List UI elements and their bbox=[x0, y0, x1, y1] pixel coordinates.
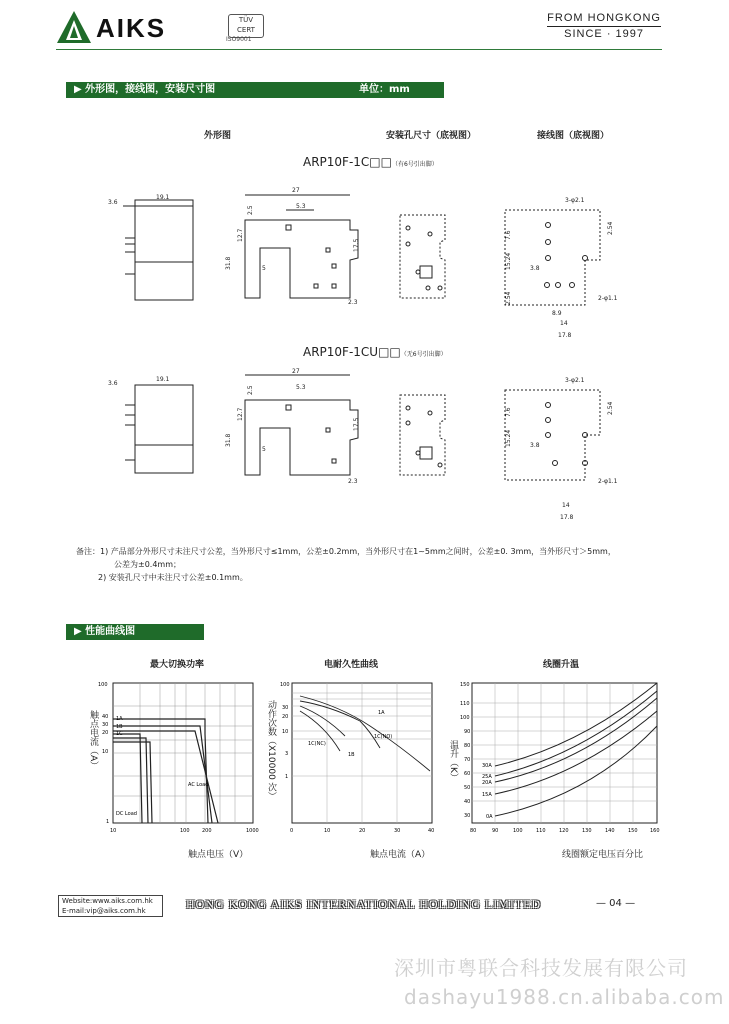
svg-text:AC Load: AC Load bbox=[188, 782, 209, 788]
svg-text:80: 80 bbox=[470, 828, 477, 834]
svg-text:8.9: 8.9 bbox=[552, 310, 562, 317]
svg-text:20: 20 bbox=[359, 828, 366, 834]
svg-text:30: 30 bbox=[102, 722, 109, 728]
svg-text:3-φ2.1: 3-φ2.1 bbox=[565, 197, 585, 204]
svg-text:90: 90 bbox=[492, 828, 499, 834]
drawing-row-1 bbox=[100, 180, 660, 340]
graph1-xlabel: 触点电压（V） bbox=[188, 850, 249, 860]
svg-text:30: 30 bbox=[464, 813, 471, 819]
svg-text:17.8: 17.8 bbox=[560, 514, 574, 521]
svg-text:2-φ1.1: 2-φ1.1 bbox=[598, 478, 618, 485]
section-title-curves: ▶ 性能曲线图 bbox=[66, 624, 204, 640]
svg-text:100: 100 bbox=[460, 715, 470, 721]
graph1-title: 最大切换功率 bbox=[150, 660, 205, 670]
model-2-title: ARP10F-1CU□□（无6号引出脚） bbox=[303, 345, 447, 359]
svg-text:3.6: 3.6 bbox=[108, 199, 118, 206]
svg-text:31.8: 31.8 bbox=[225, 256, 232, 270]
svg-text:90: 90 bbox=[464, 729, 471, 735]
svg-text:1C(NO): 1C(NO) bbox=[374, 734, 393, 740]
svg-text:27: 27 bbox=[292, 368, 300, 375]
svg-text:40: 40 bbox=[464, 799, 471, 805]
aiks-logo-icon bbox=[56, 10, 92, 44]
col-outline: 外形图 bbox=[204, 131, 232, 141]
tuv-cert-icon: TÜV CERT bbox=[228, 14, 264, 38]
model-1-title: ARP10F-1C□□（有6号引出脚） bbox=[303, 155, 438, 169]
svg-text:2.54: 2.54 bbox=[607, 401, 614, 415]
graph3-xlabel: 线圈额定电压百分比 bbox=[562, 850, 644, 860]
svg-text:10: 10 bbox=[324, 828, 331, 834]
svg-text:70: 70 bbox=[464, 757, 471, 763]
svg-text:30: 30 bbox=[394, 828, 401, 834]
svg-text:2-φ1.1: 2-φ1.1 bbox=[598, 295, 618, 302]
svg-text:1B: 1B bbox=[348, 752, 355, 758]
col-wiring: 接线图（底视图） bbox=[537, 131, 610, 141]
svg-text:7.6: 7.6 bbox=[505, 407, 512, 417]
svg-text:1: 1 bbox=[285, 774, 289, 780]
graph1-ylabel: 触点电流（A） bbox=[88, 710, 98, 771]
section-title-dimensions: ▶ 外形图，接线图，安装尺寸图 单位：mm bbox=[66, 82, 444, 98]
svg-text:100: 100 bbox=[98, 682, 108, 688]
svg-text:2.5: 2.5 bbox=[247, 205, 254, 215]
svg-text:17.5: 17.5 bbox=[353, 417, 360, 431]
drawing-row-2 bbox=[100, 365, 660, 525]
svg-text:31.8: 31.8 bbox=[225, 433, 232, 447]
svg-text:27: 27 bbox=[292, 187, 300, 194]
svg-text:17.5: 17.5 bbox=[353, 238, 360, 252]
svg-text:5.3: 5.3 bbox=[296, 203, 306, 210]
svg-text:110: 110 bbox=[460, 701, 470, 707]
company-name: HONG KONG AIKS INTERNATIONAL HOLDING LIMITED bbox=[186, 897, 542, 911]
svg-text:1A: 1A bbox=[116, 716, 123, 722]
header-rule bbox=[56, 49, 662, 50]
graph3-chart bbox=[450, 676, 665, 836]
svg-text:19.1: 19.1 bbox=[156, 376, 170, 383]
svg-text:20A: 20A bbox=[482, 780, 492, 786]
svg-text:3.8: 3.8 bbox=[530, 265, 540, 272]
svg-text:1B: 1B bbox=[116, 724, 123, 730]
svg-text:3: 3 bbox=[285, 751, 289, 757]
watermark-url: dashayu1988.cn.alibaba.com bbox=[404, 985, 725, 1009]
svg-text:15A: 15A bbox=[482, 792, 492, 798]
svg-text:1C: 1C bbox=[116, 731, 123, 737]
svg-text:2.54: 2.54 bbox=[505, 291, 512, 305]
notes-block: 备注：1) 产品部分外形尺寸未注尺寸公差，当外形尺寸≤1mm，公差±0.2mm，当外形尺寸在1~5mm之间时，公差±0. 3mm，当外形尺寸＞5mm， 公差为±0.4mm； 2) 安装孔尺寸中未注尺寸公差±0.1mm。 bbox=[76, 547, 616, 582]
svg-text:0A: 0A bbox=[486, 814, 493, 820]
svg-text:25A: 25A bbox=[482, 774, 492, 780]
graph3-title: 线圈升温 bbox=[543, 660, 580, 670]
page-number: — 04 — bbox=[596, 898, 636, 909]
svg-text:120: 120 bbox=[559, 828, 569, 834]
svg-text:2.54: 2.54 bbox=[607, 221, 614, 235]
svg-text:20: 20 bbox=[102, 730, 109, 736]
svg-text:10: 10 bbox=[110, 828, 117, 834]
svg-text:40: 40 bbox=[102, 714, 109, 720]
svg-text:60: 60 bbox=[464, 771, 471, 777]
graph2-chart bbox=[270, 676, 440, 836]
graph2-ylabel: 动作次数（X10000 次） bbox=[266, 700, 276, 801]
svg-text:100: 100 bbox=[280, 682, 290, 688]
svg-text:5: 5 bbox=[262, 446, 266, 453]
watermark-company: 深圳市粤联合科技发展有限公司 bbox=[394, 956, 688, 980]
svg-text:5: 5 bbox=[262, 265, 266, 272]
svg-text:15.24: 15.24 bbox=[505, 252, 512, 270]
svg-text:7.6: 7.6 bbox=[505, 230, 512, 240]
svg-text:3.8: 3.8 bbox=[530, 442, 540, 449]
svg-text:1A: 1A bbox=[378, 710, 385, 716]
svg-text:160: 160 bbox=[650, 828, 660, 834]
svg-text:130: 130 bbox=[582, 828, 592, 834]
svg-text:0: 0 bbox=[290, 828, 294, 834]
svg-text:10: 10 bbox=[282, 729, 289, 735]
svg-text:50: 50 bbox=[464, 785, 471, 791]
graph1-chart bbox=[80, 676, 270, 836]
graph2-xlabel: 触点电流（A） bbox=[370, 850, 431, 860]
svg-text:110: 110 bbox=[536, 828, 546, 834]
svg-text:10: 10 bbox=[102, 749, 109, 755]
svg-text:40: 40 bbox=[428, 828, 435, 834]
svg-text:150: 150 bbox=[628, 828, 638, 834]
svg-text:140: 140 bbox=[605, 828, 615, 834]
svg-text:150: 150 bbox=[460, 682, 470, 688]
svg-text:14: 14 bbox=[562, 502, 570, 509]
svg-text:100: 100 bbox=[513, 828, 523, 834]
svg-text:12.7: 12.7 bbox=[237, 228, 244, 242]
svg-text:1: 1 bbox=[106, 819, 110, 825]
svg-text:5.3: 5.3 bbox=[296, 384, 306, 391]
svg-text:100: 100 bbox=[180, 828, 190, 834]
svg-text:17.8: 17.8 bbox=[558, 332, 572, 339]
iso-label: ISO9001 bbox=[226, 36, 252, 43]
svg-text:30: 30 bbox=[282, 705, 289, 711]
svg-text:2.3: 2.3 bbox=[348, 299, 358, 306]
svg-text:1000: 1000 bbox=[246, 828, 259, 834]
email-link[interactable]: E-mail:vip@aiks.com.hk bbox=[62, 907, 146, 915]
svg-text:20: 20 bbox=[282, 714, 289, 720]
graph2-title: 电耐久性曲线 bbox=[324, 660, 379, 670]
svg-text:15.24: 15.24 bbox=[505, 429, 512, 447]
svg-text:80: 80 bbox=[464, 743, 471, 749]
col-mounting: 安装孔尺寸（底视图） bbox=[386, 131, 477, 141]
svg-text:30A: 30A bbox=[482, 763, 492, 769]
svg-text:3.6: 3.6 bbox=[108, 380, 118, 387]
svg-text:2.5: 2.5 bbox=[247, 385, 254, 395]
brand-name: AIKS bbox=[96, 13, 167, 43]
svg-text:200: 200 bbox=[202, 828, 212, 834]
slogan: FROM HONGKONG SINCE · 1997 bbox=[547, 12, 661, 40]
svg-text:3-φ2.1: 3-φ2.1 bbox=[565, 377, 585, 384]
svg-text:12.7: 12.7 bbox=[237, 407, 244, 421]
svg-text:19.1: 19.1 bbox=[156, 194, 170, 201]
svg-text:DC Load: DC Load bbox=[116, 811, 137, 817]
contact-box bbox=[58, 895, 163, 917]
svg-text:14: 14 bbox=[560, 320, 568, 327]
website-link[interactable]: Website:www.aiks.com.hk bbox=[62, 897, 153, 905]
svg-text:1C(NC): 1C(NC) bbox=[308, 741, 326, 747]
svg-text:2.3: 2.3 bbox=[348, 478, 358, 485]
graph3-ylabel: 温升（K） bbox=[448, 740, 458, 782]
